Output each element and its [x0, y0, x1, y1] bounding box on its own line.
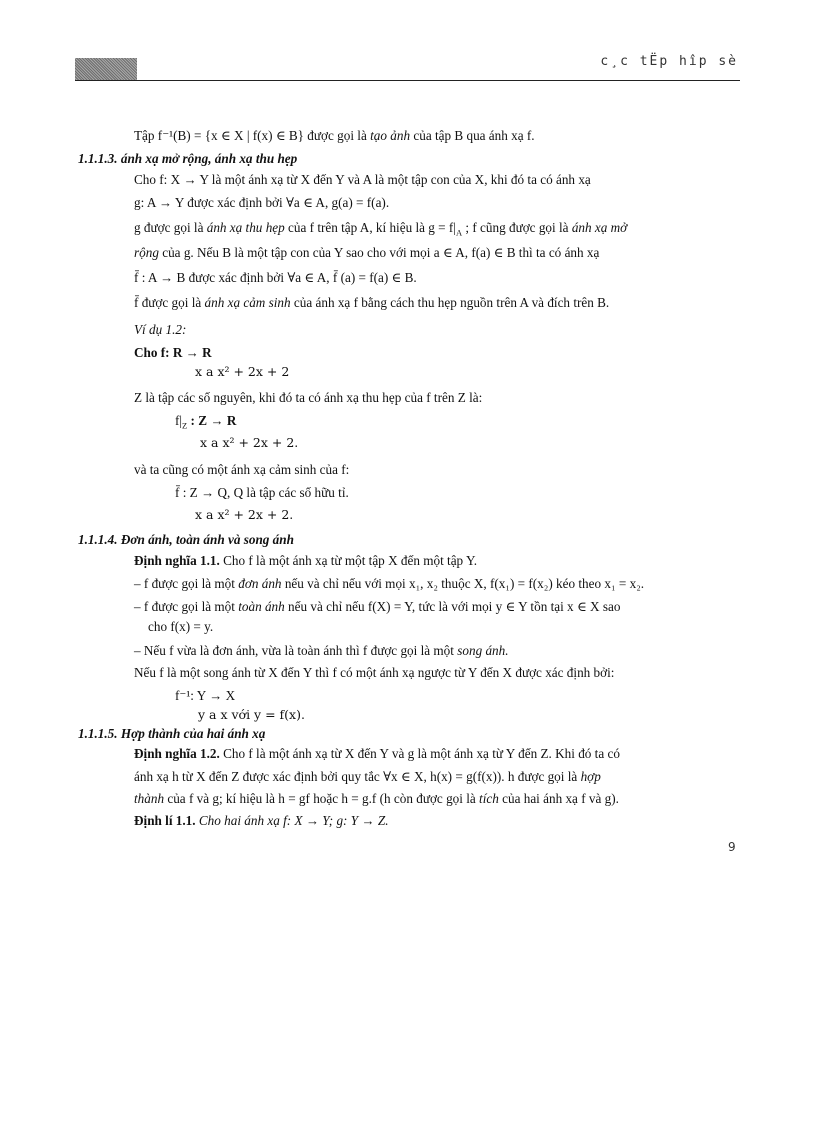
text-line: ánh xạ h từ X đến Z được xác định bởi quy tắc ∀x ∈ X, h(x) = g(f(x)). h được gọi là hợp	[134, 769, 601, 784]
formula-line: x a x² + 2x + 2.	[200, 435, 299, 450]
text-line: Nếu f là một song ánh từ X đến Y thì f có một ánh xạ ngược từ Y đến X được xác định bởi:	[134, 665, 615, 680]
example-label: Ví dụ 1.2:	[134, 322, 187, 337]
header-rule	[75, 80, 740, 81]
formula-line: f⁻¹: Y → X	[175, 688, 236, 703]
text-line: g: A → Y được xác định bởi ∀a ∈ A, g(a) = f(a).	[134, 195, 390, 210]
formula-line: x a x² + 2x + 2	[195, 364, 290, 379]
formula-line: y a x với y = f(x).	[198, 707, 305, 722]
section-heading: 1.1.1.5. Hợp thành của hai ánh xạ	[78, 726, 266, 741]
page-number: 9	[728, 840, 736, 854]
formula-line: f̄ : Z → Q, Q là tập các số hữu tỉ.	[175, 485, 349, 500]
formula-line: Cho f: R → R	[134, 345, 212, 360]
definition-line: Định nghĩa 1.2. Cho f là một ánh xạ từ X đến Y và g là một ánh xạ từ Y đến Z. Khi đó ta có	[134, 746, 620, 761]
formula-line: x a x² + 2x + 2.	[195, 507, 294, 522]
text-line: Z là tập các số nguyên, khi đó ta có ánh xạ thu hẹp của f trên Z là:	[134, 390, 483, 405]
section-heading: 1.1.1.4. Đơn ánh, toàn ánh và song ánh	[78, 532, 294, 547]
text-line: thành của f và g; kí hiệu là h = gf hoặc h = g.f (h còn được gọi là tích của hai ánh xạ f và g).	[134, 791, 619, 806]
text-line: Cho f: X → Y là một ánh xạ từ X đến Y và A là một tập con của X, khi đó ta có ánh xạ	[134, 172, 591, 187]
text-line: rộng của g. Nếu B là một tập con của Y sao cho với mọi a ∈ A, f(a) ∈ B thì ta có ánh xạ	[134, 245, 600, 260]
running-header: c¸c tËp hîp sè	[600, 54, 738, 69]
text-line: – Nếu f vừa là đơn ánh, vừa là toàn ánh thì f được gọi là một song ánh.	[134, 643, 509, 658]
formula-line: $f|_Z$ : Z → R	[175, 413, 237, 431]
section-heading: 1.1.1.3. ánh xạ mở rộng, ánh xạ thu hẹp	[78, 151, 298, 166]
text-line: g được gọi là ánh xạ thu hẹp của f trên tập A, kí hiệu là $g = f|_A$ ; f cũng được gọi là ánh xạ mở	[134, 220, 628, 238]
text-line: f̄ được gọi là ánh xạ cảm sinh của ánh xạ f bằng cách thu hẹp nguồn trên A và đích trên B.	[134, 295, 610, 310]
text-line: – f được gọi là một toàn ánh nếu và chỉ nếu f(X) = Y, tức là với mọi y ∈ Y tồn tại x ∈ X sao	[134, 599, 621, 614]
text-line: – f được gọi là một đơn ánh nếu và chỉ nếu với mọi x₁, x₂ thuộc X, f(x₁) = f(x₂) kéo theo x₁ = x₂.	[134, 576, 645, 591]
text-line: cho f(x) = y.	[148, 619, 214, 634]
text-line: f̄ : A → B được xác định bởi ∀a ∈ A, f̄ (a) = f(a) ∈ B.	[134, 270, 417, 285]
header-decoration	[75, 58, 137, 80]
text-line: Tập f⁻¹(B) = {x ∈ X | f(x) ∈ B} được gọi là tạo ảnh của tập B qua ánh xạ f.	[134, 128, 535, 143]
definition-line: Định nghĩa 1.1. Cho f là một ánh xạ từ một tập X đến một tập Y.	[134, 553, 478, 568]
theorem-line: Định lí 1.1. Cho hai ánh xạ f: X → Y; g: Y → Z.	[134, 813, 389, 828]
text-line: và ta cũng có một ánh xạ cảm sinh của f:	[134, 462, 350, 477]
